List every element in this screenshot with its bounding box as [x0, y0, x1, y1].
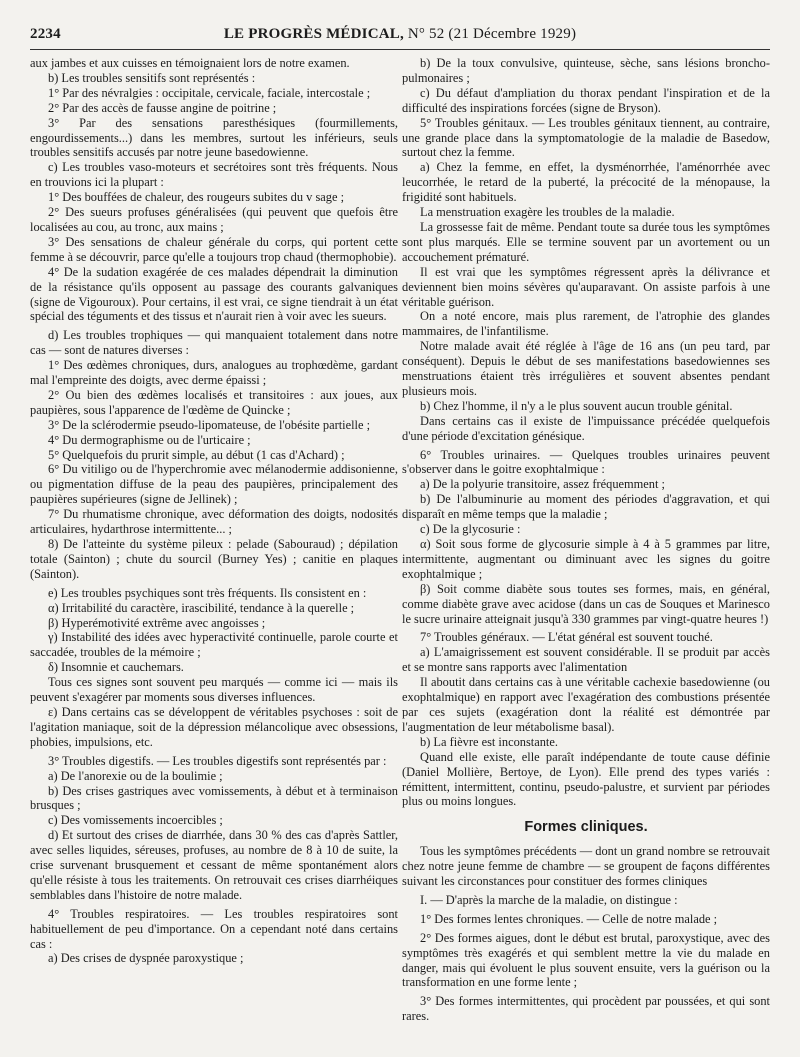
- paragraph: β) Soit comme diabète sous toutes ses formes, mais, en général, comme diabète grave avec acidose (dans un cas de Souques et Marinesco le sucre urinaire atteignait jusqu'à 330 grammes par vingt-quatre heures !): [402, 581, 770, 626]
- paragraph: 3° De la sclérodermie pseudo-lipomateuse, de l'obésite partielle ;: [48, 417, 371, 432]
- paragraph: aux jambes et aux cuisses en témoignaient lors de notre examen.: [30, 56, 350, 70]
- paragraph: 1° Par des névralgies : occipitale, cervicale, faciale, intercostale ;: [48, 85, 371, 100]
- journal-name: LE PROGRÈS MÉDICAL,: [223, 26, 404, 42]
- right-column: [402, 56, 770, 1024]
- paragraph: Dans certains cas il existe de l'impuissance précédée quelquefois d'une période d'excitation génésique.: [402, 413, 770, 443]
- paragraph: 8) De l'atteinte du système pileux : pelade (Sabouraud) ; dépilation totale (Sainton) ; chute du sourcil (Burney Yes) ; canitie en plaques (Sainton).: [30, 537, 398, 581]
- paragraph: 1° Des formes lentes chroniques. — Celle de notre malade ;: [420, 911, 718, 926]
- paragraph: b) De la toux convulsive, quinteuse, sèche, sans lésions broncho-pulmonaires ;: [402, 56, 770, 85]
- paragraph: c) De la glycosurie :: [420, 522, 521, 537]
- paragraph: Tous les symptômes précédents — dont un grand nombre se retrouvait chez notre jeune femme de chambre — se groupent de façons différentes suivant les circonstances pour constituer des formes cliniques: [402, 844, 770, 889]
- paragraph: 6° Du vitiligo ou de l'hyperchromie avec mélanodermie addisonienne, ou pigmentation diffuse de la peau des paupières, principalement des paupières supérieures (signe de Jellinek) ;: [30, 462, 398, 507]
- paragraph: a) Des crises de dyspnée paroxystique ;: [48, 951, 244, 966]
- paragraph: Quand elle existe, elle paraît indépendante de toute cause définie (Daniel Mollière, Bertoye, de Lyon). Elle prend des types variés : rémittent, intermittent, continu, pseudo-palustre, et survient par périodes plus ou moins longues.: [402, 749, 770, 809]
- paragraph: 3° Troubles digestifs. — Les troubles digestifs sont représentés par :: [48, 753, 387, 768]
- paragraph: 7° Du rhumatisme chronique, avec déformation des doigts, nodosités articulaires, hydarthrose intermittente... ;: [30, 507, 398, 537]
- section-heading: Formes cliniques.: [524, 819, 648, 836]
- paragraph: Tous ces signes sont souvent peu marqués — comme ici — mais ils peuvent s'exagérer par moments sous diverses influences.: [30, 675, 398, 705]
- paragraph: b) Chez l'homme, il n'y a le plus souvent aucun trouble génital.: [420, 398, 733, 413]
- running-header: [30, 26, 770, 46]
- paragraph: I. — D'après la marche de la maladie, on distingue :: [420, 892, 678, 907]
- paragraph: 2° Des sueurs profuses généralisées (qui peuvent que quefois être localisées au cou, au tronc, aux mains ;: [30, 205, 398, 234]
- paragraph: 6° Troubles urinaires. — Quelques troubles urinaires peuvent s'observer dans le goitre exophtalmique :: [402, 447, 770, 477]
- paragraph: 4° Du dermographisme ou de l'urticaire ;: [48, 432, 251, 447]
- issue-date: (21 Décembre 1929): [448, 26, 577, 42]
- paragraph: Il est vrai que les symptômes régressent après la délivrance et deviennent bien moins sévères qu'auparavant. On assiste parfois à une véritable guérison.: [402, 264, 770, 309]
- journal-title-line: [30, 26, 770, 43]
- paragraph: β) Hyperémotivité extrême avec angoisses ;: [48, 615, 266, 630]
- page-number: 2234: [30, 26, 61, 42]
- paragraph: c) Les troubles vaso-moteurs et secrétoires sont très fréquents. Nous en trouvions ici la plupart :: [30, 160, 398, 190]
- paragraph: a) De l'anorexie ou de la boulimie ;: [48, 768, 223, 783]
- paragraph: b) Les troubles sensitifs sont représentés :: [48, 70, 256, 85]
- header-rule: [30, 49, 770, 50]
- paragraph: δ) Insomnie et cauchemars.: [48, 660, 184, 675]
- paragraph: 4° Troubles respiratoires. — Les troubles respiratoires sont habituellement de peu d'importance. On a cependant noté dans certains cas :: [30, 906, 398, 951]
- paragraph: a) De la polyurie transitoire, assez fréquemment ;: [420, 477, 665, 492]
- paragraph: α) Soit sous forme de glycosurie simple à 4 à 5 grammes par litre, intermittente, augmentant ou diminuant avec les signes du goitre exophtalmique ;: [402, 537, 770, 581]
- paragraph: ε) Dans certains cas se développent de véritables psychoses : soit de l'agitation maniaque, soit de la dépression mélancolique avec obsessions, phobies, impulsions, etc.: [30, 704, 398, 749]
- paragraph: La grossesse fait de même. Pendant toute sa durée tous les symptômes sont plus marqués. Elle se termine souvent par un avortement ou un accouchement prématuré.: [402, 219, 770, 264]
- paragraph: La menstruation exagère les troubles de la maladie.: [420, 205, 675, 220]
- paragraph: 2° Des formes aigues, dont le début est brutal, paroxystique, avec des symptômes très exagérés et qui semblent mettre la vie du malade en danger, mais qui évoluent le plus souvent ensuite, vers la guérison ou la transformation en une forme lente ;: [402, 930, 770, 990]
- paragraph: 1° Des bouffées de chaleur, des rougeurs subites du v sage ;: [48, 190, 345, 205]
- paragraph: On a noté encore, mais plus rarement, de l'atrophie des glandes mammaires, de l'infantilisme.: [402, 309, 770, 339]
- paragraph: c) Du défaut d'ampliation du thorax pendant l'inspiration et de la difficulté des inspirations forcées (signe de Bryson).: [402, 85, 770, 115]
- paragraph: 5° Quelquefois du prurit simple, au début (1 cas d'Achard) ;: [48, 447, 345, 462]
- paragraph: c) Des vomissements incoercibles ;: [48, 813, 223, 828]
- paragraph: 7° Troubles généraux. — L'état général est souvent touché.: [420, 630, 713, 645]
- paragraph: b) Des crises gastriques avec vomissements, à début et à terminaison brusques ;: [30, 783, 398, 813]
- paragraph: d) Et surtout des crises de diarrhée, dans 30 % des cas d'après Sattler, avec selles liquides, séreuses, profuses, au nombre de 8 à 10 de suite, la crise survenant brusquement et cessant de même spontanément alors qu'elle résiste à tous les traitements. On retrouvait ces crises diarrhéiques semblables dans l'histoire de notre malade.: [30, 828, 398, 902]
- paragraph: Il aboutit dans certains cas à une véritable cachexie basedowienne (ou exophtalmique) en rapport avec l'exagération des combustions présentée par ces sujets (exagération dont la réalité est démontrée par l'augmentation de leur métabolisme basal).: [402, 675, 770, 734]
- paragraph: α) Irritabilité du caractère, irascibilité, tendance à la querelle ;: [48, 600, 355, 615]
- paragraph: 2° Ou bien des œdèmes localisés et transitoires : aux joues, aux paupières, sous l'apparence de l'œdème de Quincke ;: [30, 387, 398, 417]
- paragraph: a) Chez la femme, en effet, la dysménorrhée, l'aménorrhée avec leucorrhée, le retard de la puberté, la précocité de la ménopause, la frigidité sont habituels.: [402, 160, 770, 205]
- issue-number: N° 52: [407, 26, 445, 42]
- paragraph: 3° Des formes intermittentes, qui procèdent par poussées, et qui sont rares.: [402, 994, 770, 1024]
- paragraph: b) De l'albuminurie au moment des périodes d'aggravation, et qui disparaît en même temps que la maladie ;: [402, 492, 770, 522]
- paragraph: 5° Troubles génitaux. — Les troubles génitaux tiennent, au contraire, une grande place dans la symptomatologie de la maladie de Basedow, surtout chez la femme.: [402, 115, 770, 160]
- paragraph: e) Les troubles psychiques sont très fréquents. Ils consistent en :: [48, 585, 367, 600]
- paragraph: a) L'amaigrissement est souvent considérable. Il se produit par accès et se montre sans rapports avec l'alimentation: [402, 645, 770, 675]
- paragraph: γ) Instabilité des idées avec hyperactivité continuelle, parole courte et saccadée, troubles de la mémoire ;: [30, 630, 398, 660]
- paragraph: 3° Par des sensations paresthésiques (fourmillements, engourdissements...) dans les membres, surtout les inférieurs, seuls troubles sensitifs accusés par notre jeune basedowienne.: [30, 115, 398, 160]
- paragraph: 3° Des sensations de chaleur générale du corps, qui portent cette femme à se découvrir, parce qu'elle a toujours trop chaud (thermophobie).: [30, 234, 398, 264]
- paragraph: b) La fièvre est inconstante.: [420, 734, 558, 749]
- paragraph: 4° De la sudation exagérée de ces malades dépendrait la diminution de la résistance qu'ils opposent au passage des courants galvaniques (signe de Vigouroux). Pour certains, il est vrai, ce signe tiendrait à un état spécial des téguments et des tissus et n'aurait rien à voir avec les sueurs.: [30, 264, 398, 324]
- paragraph: Notre malade avait été réglée à l'âge de 16 ans (un peu tard, par conséquent). Depuis le début de ses manifestations basedowiennes ses menstruations étaient très irrégulières et souvent absentes pendant plusieurs mois.: [402, 339, 770, 398]
- left-column: [30, 56, 398, 966]
- paragraph: d) Les troubles trophiques — qui manquaient totalement dans notre cas — sont de natures diverses :: [30, 328, 398, 358]
- paragraph: 1° Des œdèmes chroniques, durs, analogues au trophœdème, gardant mal l'empreinte des doigts, avec derme épaissi ;: [30, 358, 398, 388]
- paragraph: 2° Par des accès de fausse angine de poitrine ;: [48, 100, 277, 115]
